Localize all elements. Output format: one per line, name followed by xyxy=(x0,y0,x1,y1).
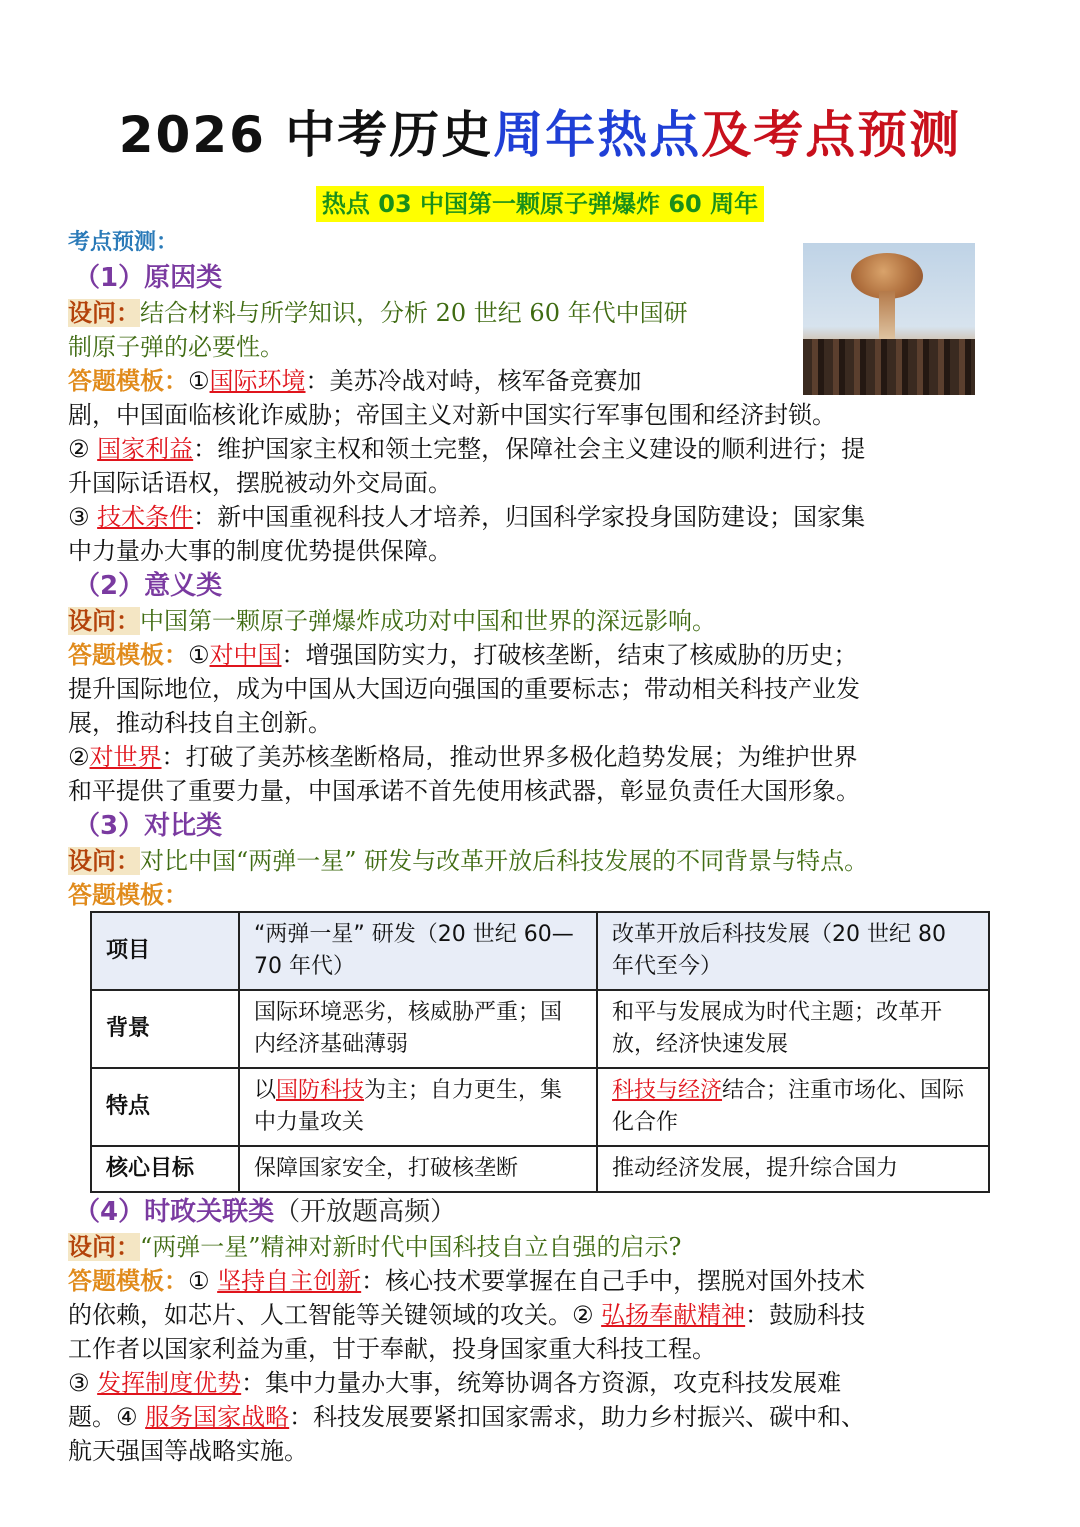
s2-question: 设问：中国第一颗原子弹爆炸成功对中国和世界的深远影响。 xyxy=(68,607,716,635)
table-row xyxy=(91,1068,989,1146)
table-row xyxy=(91,1146,989,1192)
keyword-defense-tech: 国防科技 xyxy=(276,1078,365,1103)
s3-question: 设问：对比中国“两弹一星” 研发与改革开放后科技发展的不同背景与特点。 xyxy=(68,847,869,875)
table-cell: 核心目标 xyxy=(91,1146,239,1192)
s2-answer-1: 答题模板：①对中国：增强国防实力，打破核垄断，结束了核威胁的历史； xyxy=(68,641,858,669)
keyword-to-world: 对世界 xyxy=(89,743,162,771)
keyword-system-advantage: 发挥制度优势 xyxy=(97,1369,242,1397)
table-cell: 国际环境恶劣，核威胁严重；国内经济基础薄弱 xyxy=(239,990,597,1068)
kaodian-heading: 考点预测： xyxy=(68,230,179,255)
title-part-2: 周年热点 xyxy=(493,106,702,164)
subtitle: 热点 03 中国第一颗原子弹爆炸 60 周年 xyxy=(316,186,764,222)
s2-answer-1-line3: 展，推动科技自主创新。 xyxy=(68,709,332,737)
keyword-tech-economy: 科技与经济 xyxy=(612,1078,723,1103)
table-cell: 和平与发展成为时代主题；改革开放，经济快速发展 xyxy=(597,990,989,1068)
s1-question-text: 结合材料与所学知识，分析 20 世纪 60 年代中国研 xyxy=(140,299,688,327)
table-cell: 保障国家安全，打破核垄断 xyxy=(239,1146,597,1192)
table-cell: 项目 xyxy=(91,912,239,990)
title-part-1: 2026 中考历史 xyxy=(118,106,494,164)
s4-answer-3-line2: 题。④ 服务国家战略：科技发展要紧扣国家需求，助力乡村振兴、碳中和、 xyxy=(68,1403,866,1431)
section-4-title: （4）时政关联类（开放题高频） xyxy=(74,1197,457,1227)
section-3-title: （3）对比类 xyxy=(74,811,223,841)
s1-answer-1-line2: 剧，中国面临核讹诈威胁；帝国主义对新中国实行军事包围和经济封锁。 xyxy=(68,401,836,429)
page-title xyxy=(0,105,1080,165)
s4-answer-4-line2: 航天强国等战略实施。 xyxy=(68,1437,308,1465)
s4-question: 设问：“两弹一星”精神对新时代中国科技自立自强的启示? xyxy=(68,1233,682,1261)
s3-answer-label: 答题模板： xyxy=(68,881,188,909)
table-cell: “两弹一星” 研发（20 世纪 60—70 年代） xyxy=(239,912,597,990)
s1-answer-1: 答题模板：①国际环境：美苏冷战对峙，核军备竞赛加 xyxy=(68,367,642,395)
s4-answer-1-line2: 的依赖，如芯片、人工智能等关键领域的攻关。② 弘扬奉献精神：鼓励科技 xyxy=(68,1301,866,1329)
table-cell: 以国防科技为主；自力更生，集中力量攻关 xyxy=(239,1068,597,1146)
table-cell: 科技与经济结合；注重市场化、国际化合作 xyxy=(597,1068,989,1146)
section-1-title: （1）原因类 xyxy=(74,263,223,293)
keyword-dedication: 弘扬奉献精神 xyxy=(601,1301,746,1329)
s1-answer-2: ② 国家利益：维护国家主权和领土完整，保障社会主义建设的顺利进行；提 xyxy=(68,435,866,463)
s1-question xyxy=(68,296,1013,330)
keyword-national-interest: 国家利益 xyxy=(97,435,194,463)
s1-answer-3-line2: 中力量办大事的制度优势提供保障。 xyxy=(68,537,452,565)
table-cell: 特点 xyxy=(91,1068,239,1146)
table-cell: 推动经济发展，提升综合国力 xyxy=(597,1146,989,1192)
answer-label: 答题模板： xyxy=(68,367,188,395)
title-part-3: 及考点预测 xyxy=(701,106,962,164)
keyword-to-china: 对中国 xyxy=(209,641,282,669)
content-section-4 xyxy=(68,1194,1013,1468)
keyword-self-innovation: 坚持自主创新 xyxy=(217,1267,362,1295)
s2-answer-2: ②对世界：打破了美苏核垄断格局，推动世界多极化趋势发展；为维护世界 xyxy=(68,743,858,771)
s1-answer-3: ③ 技术条件：新中国重视科技人才培养，归国科学家投身国防建设；国家集 xyxy=(68,503,866,531)
s2-answer-1-line2: 提升国际地位，成为中国从大国迈向强国的重要标志；带动相关科技产业发 xyxy=(68,675,860,703)
keyword-tech-conditions: 技术条件 xyxy=(97,503,194,531)
s4-answer-3: ③ 发挥制度优势：集中力量办大事，统筹协调各方资源，攻克科技发展难 xyxy=(68,1369,842,1397)
s2-answer-2-line2: 和平提供了重要力量，中国承诺不首先使用核武器，彰显负责任大国形象。 xyxy=(68,777,860,805)
keyword-international-env: 国际环境 xyxy=(209,367,306,395)
s4-answer-1: 答题模板：① 坚持自主创新：核心技术要掌握在自己手中，摆脱对国外技术 xyxy=(68,1267,866,1295)
section-2-title: （2）意义类 xyxy=(74,571,223,601)
s4-answer-2-line2: 工作者以国家利益为重，甘于奉献，投身国家重大科技工程。 xyxy=(68,1335,716,1363)
table-row xyxy=(91,990,989,1068)
subtitle-wrap xyxy=(0,186,1080,222)
question-label: 设问： xyxy=(68,299,140,327)
table-cell: 背景 xyxy=(91,990,239,1068)
s1-answer-2-line2: 升国际话语权，摆脱被动外交局面。 xyxy=(68,469,452,497)
table-cell: 改革开放后科技发展（20 世纪 80 年代至今） xyxy=(597,912,989,990)
comparison-table xyxy=(90,911,990,1193)
s1-question-line2: 制原子弹的必要性。 xyxy=(68,333,284,361)
content xyxy=(68,226,1013,912)
table-row xyxy=(91,912,989,990)
keyword-national-strategy: 服务国家战略 xyxy=(145,1403,290,1431)
